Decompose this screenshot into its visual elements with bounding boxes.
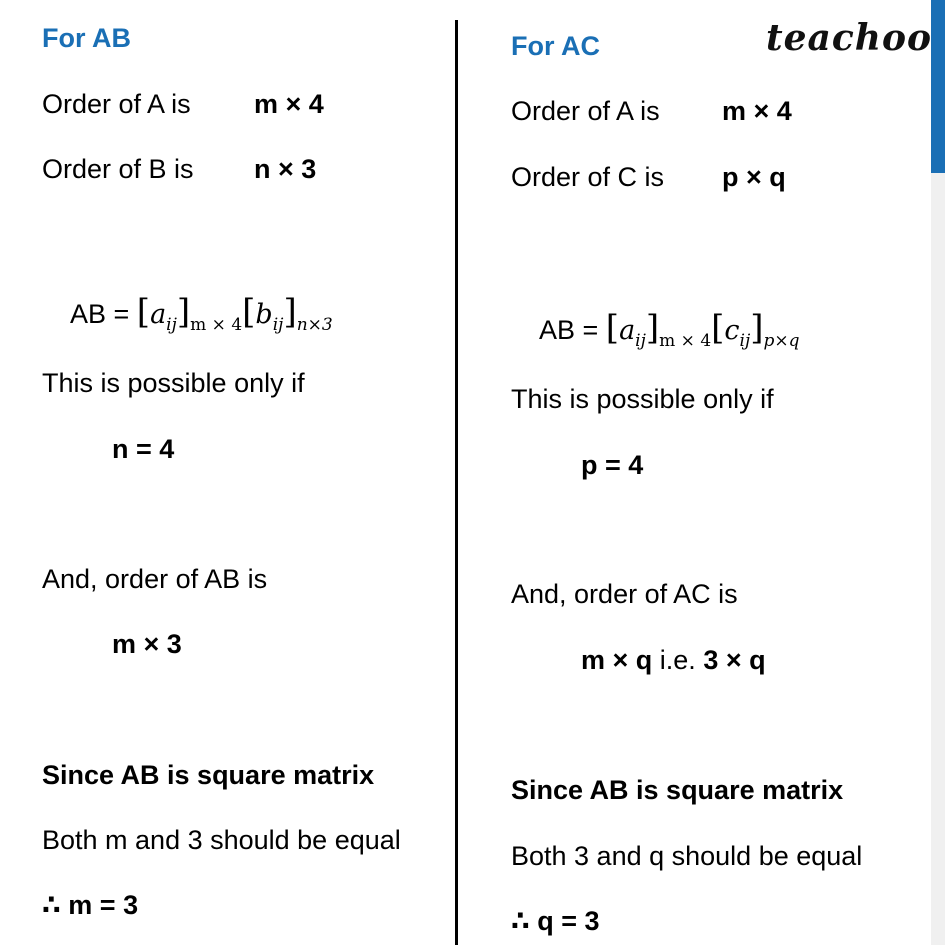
- left-matrix-b: b: [255, 299, 273, 330]
- right-order-c-label: Order of C is: [511, 162, 665, 192]
- teachoo-logo: teachoo: [766, 17, 932, 59]
- right-matrix-c: c: [724, 315, 740, 346]
- left-matrix-a: a: [150, 299, 167, 330]
- right-matrix-a-sub: ij: [635, 331, 646, 351]
- left-both-text: Both m and 3 should be equal: [42, 825, 401, 855]
- right-order-result-label: And, order of AC is: [511, 579, 738, 609]
- right-heading: For AC: [511, 31, 600, 61]
- right-possible-text: This is possible only if: [511, 384, 774, 414]
- right-order-result-a: m × q: [581, 645, 653, 675]
- right-matrix-c-sub: ij: [739, 331, 751, 351]
- right-order-result-b: 3 × q: [703, 645, 766, 675]
- left-matrix-b-dim: n×3: [296, 315, 333, 335]
- left-possible-text: This is possible only if: [42, 368, 305, 398]
- left-order-a-label: Order of A is: [42, 89, 191, 119]
- right-product-equation: AB = $[a_{ij}]_{m \times 4}[c_{ij}]_{p\times q}$: [539, 308, 800, 351]
- right-order-result-ie: i.e.: [652, 645, 704, 675]
- right-condition: p = 4: [581, 450, 644, 480]
- right-order-a-value: m × 4: [722, 96, 792, 126]
- right-product-prefix: AB =: [539, 315, 606, 345]
- left-product-equation: AB = $[a_{ij}]_{m \times 4}[b_{ij}]_{n\times 3}$: [70, 292, 333, 335]
- right-since-text: Since AB is square matrix: [511, 775, 844, 805]
- right-matrix-c-dim: p×q: [763, 331, 800, 351]
- right-order-c-value: p × q: [722, 162, 786, 192]
- column-divider: [455, 20, 458, 945]
- left-matrix-a-dim: m × 4: [190, 315, 243, 335]
- right-matrix-a-dim: m × 4: [659, 331, 712, 351]
- left-order-result: m × 3: [112, 629, 182, 659]
- scrollbar-thumb[interactable]: [931, 0, 945, 173]
- right-conclusion: ∴ q = 3: [511, 906, 600, 936]
- left-matrix-a-sub: ij: [166, 315, 177, 335]
- right-order-a-label: Order of A is: [511, 96, 660, 126]
- left-heading: For AB: [42, 23, 131, 53]
- left-order-b-label: Order of B is: [42, 154, 194, 184]
- left-order-a-value: m × 4: [254, 89, 324, 119]
- left-order-result-label: And, order of AB is: [42, 564, 268, 594]
- left-since-text: Since AB is square matrix: [42, 760, 375, 790]
- left-order-b-value: n × 3: [254, 154, 317, 184]
- left-condition: n = 4: [112, 434, 175, 464]
- left-conclusion: ∴ m = 3: [42, 890, 139, 920]
- left-matrix-b-sub: ij: [272, 315, 284, 335]
- left-product-prefix: AB =: [70, 299, 137, 329]
- right-both-text: Both 3 and q should be equal: [511, 841, 863, 871]
- right-matrix-a: a: [619, 315, 636, 346]
- right-order-result: [581, 644, 766, 676]
